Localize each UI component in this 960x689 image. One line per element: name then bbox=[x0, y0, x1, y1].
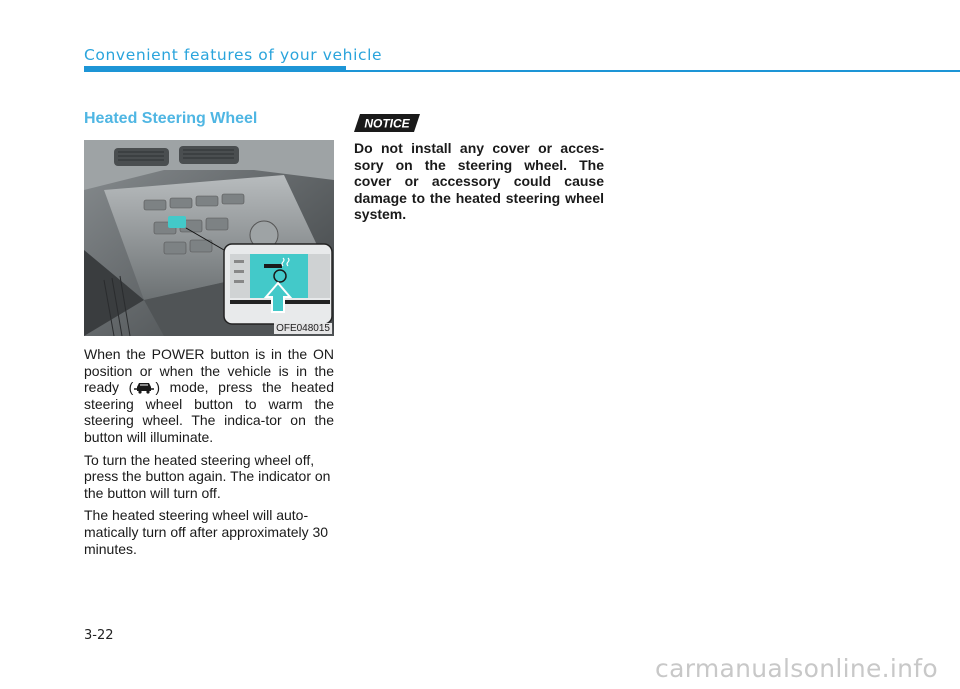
figure-code: OFE048015 bbox=[276, 323, 330, 334]
paragraph-turn-off: To turn the heated steering wheel off, press the button again. The indicator on the button will turn off. bbox=[84, 451, 331, 501]
section-title: Heated Steering Wheel bbox=[84, 110, 258, 127]
paragraph-1-text-b: ) mode, press the heated steering wheel button to warm the steering wheel. The indica-tor on the button will illuminate. bbox=[84, 379, 334, 445]
notice-badge bbox=[354, 114, 420, 132]
body-column bbox=[84, 346, 334, 563]
watermark: carmanualsonline.info bbox=[655, 654, 938, 683]
paragraph-power-on bbox=[84, 346, 334, 446]
chapter-header: Convenient features of your vehicle bbox=[84, 46, 383, 64]
dashboard-illustration bbox=[84, 140, 334, 336]
car-ready-icon bbox=[134, 380, 154, 394]
paragraph-1-text-a: When the POWER button is in the ON position or when the vehicle is in the ready ( bbox=[84, 346, 334, 396]
page-number: 3-22 bbox=[84, 628, 114, 643]
header-rule-thin bbox=[346, 70, 960, 72]
paragraph-auto-off: The heated steering wheel will auto-matically turn off after approximately 30 minutes. bbox=[84, 507, 329, 557]
notice-badge-label: NOTICE bbox=[364, 116, 410, 131]
header-rule-thick bbox=[84, 66, 346, 72]
notice-text: Do not install any cover or acces-sory on the steering wheel. The cover or accessory could cause damage to the heated steering wheel system. bbox=[354, 140, 604, 223]
